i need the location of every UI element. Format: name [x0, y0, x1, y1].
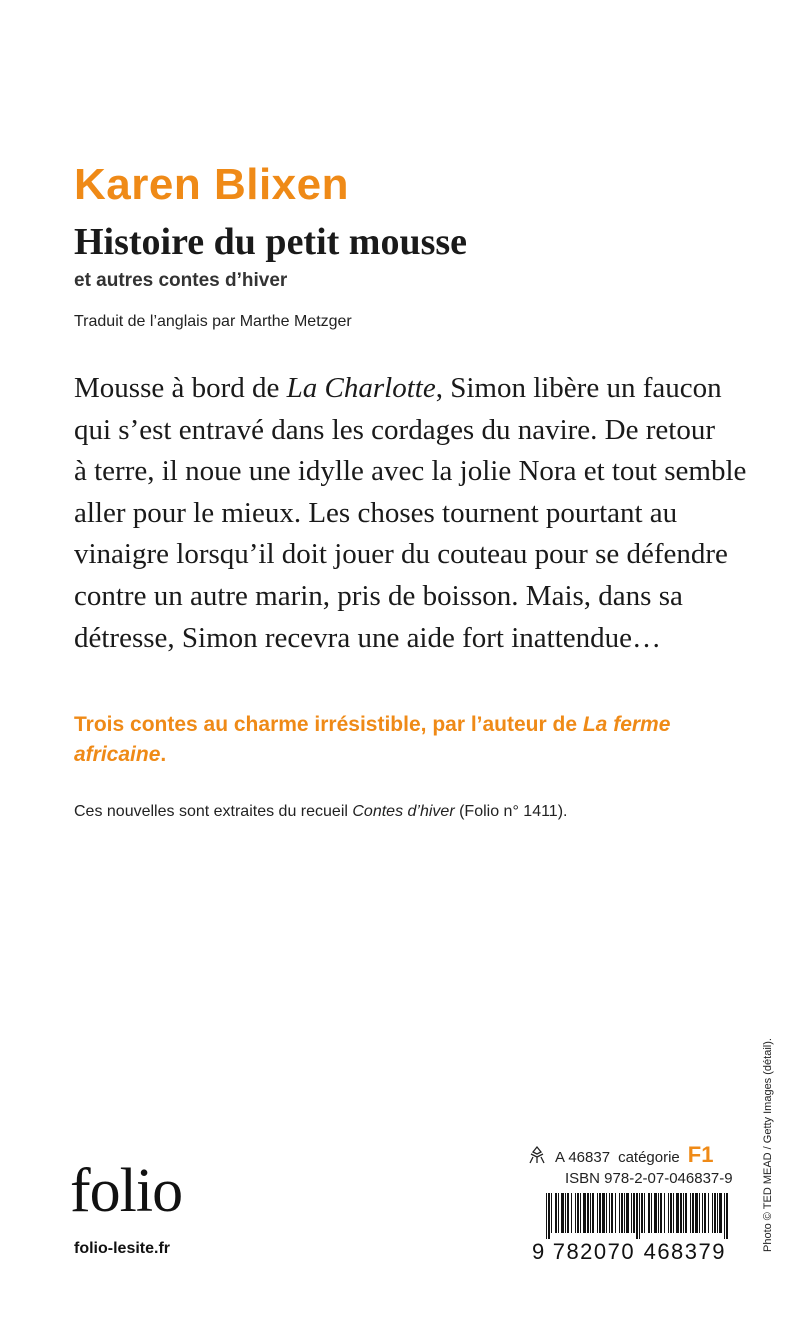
source-collection-title: Contes d’hiver — [352, 803, 455, 820]
barcode-bar — [583, 1193, 586, 1233]
barcode-bar — [599, 1193, 601, 1233]
barcode-bar — [626, 1193, 629, 1233]
barcode-bar — [592, 1193, 594, 1233]
barcode-bar — [651, 1193, 652, 1233]
blurb-line-2: qui s’est entravé dans les cordages du navire. De retour — [74, 413, 715, 446]
barcode-bar — [670, 1193, 672, 1233]
barcode-bar — [692, 1193, 694, 1233]
photo-credit: Photo © TED MEAD / Getty Images (détail). — [762, 1038, 774, 1252]
barcode-bar — [633, 1193, 635, 1233]
barcode-digits — [532, 1239, 726, 1265]
barcode-bar — [673, 1193, 674, 1233]
barcode-bar — [658, 1193, 659, 1233]
barcode-digits-left: 782070 — [552, 1239, 636, 1264]
barcode-image — [546, 1193, 728, 1239]
barcode-bar — [597, 1193, 598, 1233]
barcode-digit-prefix: 9 — [532, 1239, 545, 1264]
barcode-bar — [548, 1193, 550, 1239]
barcode-bar — [551, 1193, 552, 1233]
barcode-bar — [631, 1193, 632, 1233]
barcode-bar — [717, 1193, 718, 1233]
barcode-bar — [668, 1193, 669, 1233]
blurb-line-5: vinaigre lorsqu’il doit jouer du couteau pour se défendre — [74, 538, 728, 571]
barcode-bar — [546, 1193, 547, 1239]
barcode-bar — [680, 1193, 682, 1233]
barcode-bar — [558, 1193, 559, 1233]
barcode-bar — [699, 1193, 700, 1233]
barcode-bar — [676, 1193, 679, 1233]
ship-name: La Charlotte — [286, 372, 436, 404]
barcode-bar — [724, 1193, 725, 1239]
blurb-line-6: contre un autre marin, pris de boisson. Mais, dans sa — [74, 579, 683, 612]
tagline-book-title: La ferme africaine — [74, 713, 671, 766]
folio-logo: folio — [70, 1157, 183, 1225]
barcode-bar — [695, 1193, 698, 1233]
barcode-bar — [719, 1193, 722, 1233]
blurb-line-4: aller pour le mieux. Les choses tournent pourtant au — [74, 496, 678, 529]
barcode-bar — [615, 1193, 616, 1233]
book-title: Histoire du petit mousse — [74, 221, 468, 263]
source-note: Ces nouvelles sont extraites du recueil Contes d’hiver (Folio n° 1411). — [74, 803, 568, 820]
barcode-bar — [619, 1193, 620, 1233]
category-label: catégorie — [618, 1149, 680, 1166]
barcode-bar — [641, 1193, 643, 1233]
barcode-bar — [726, 1193, 728, 1239]
barcode-bar — [590, 1193, 591, 1233]
barcode-bar — [712, 1193, 713, 1233]
barcode-bar — [587, 1193, 589, 1233]
isbn: ISBN 978-2-07-046837-9 — [565, 1170, 733, 1187]
catalog-code-line — [527, 1142, 727, 1168]
barcode-bar — [685, 1193, 687, 1233]
barcode-bar — [690, 1193, 691, 1233]
barcode-bar — [683, 1193, 684, 1233]
book-subtitle: et autres contes d’hiver — [74, 270, 288, 291]
blurb-line-3: à terre, il noue une idylle avec la jolie Nora et tout semble — [74, 455, 747, 488]
barcode-bar — [624, 1193, 625, 1233]
barcode-bar — [621, 1193, 623, 1233]
barcode-bar — [609, 1193, 610, 1233]
barcode-bar — [567, 1193, 569, 1233]
barcode-bar — [664, 1193, 665, 1233]
catalog-code: A 46837 — [555, 1149, 611, 1166]
author-name: Karen Blixen — [74, 160, 349, 209]
back-cover-blurb — [74, 368, 747, 659]
barcode-bar — [577, 1193, 579, 1233]
barcode-bar — [648, 1193, 650, 1233]
barcode-digits-right: 468379 — [643, 1239, 726, 1264]
barcode-bar — [555, 1193, 557, 1233]
publisher-website: folio-lesite.fr — [74, 1240, 171, 1257]
translator-credit: Traduit de l’anglais par Marthe Metzger — [74, 313, 352, 330]
barcode-bar — [702, 1193, 703, 1233]
barcode-bar — [644, 1193, 645, 1233]
blurb-line-1: Mousse à bord de La Charlotte, Simon libère un faucon — [74, 372, 722, 404]
blurb-line-7: détresse, Simon recevra une aide fort inattendue… — [74, 621, 662, 654]
barcode-bar — [636, 1193, 638, 1239]
tagline: Trois contes au charme irrésistible, par l’auteur de La ferme africaine. — [74, 713, 671, 766]
barcode-bar — [575, 1193, 576, 1233]
barcode-bar — [704, 1193, 706, 1233]
gallimard-logo-icon — [527, 1145, 547, 1165]
barcode-bar — [660, 1193, 662, 1233]
barcode-bar — [571, 1193, 572, 1233]
barcode-bar — [565, 1193, 566, 1233]
barcode-bar — [580, 1193, 581, 1233]
barcode-bar — [654, 1193, 657, 1233]
barcode-bar — [639, 1193, 640, 1239]
barcode-bar — [602, 1193, 605, 1233]
barcode-bar — [606, 1193, 607, 1233]
barcode-bar — [611, 1193, 613, 1233]
barcode-bar — [714, 1193, 716, 1233]
category-value: F1 — [687, 1142, 714, 1167]
barcode-bar — [708, 1193, 709, 1233]
barcode-bar — [561, 1193, 564, 1233]
